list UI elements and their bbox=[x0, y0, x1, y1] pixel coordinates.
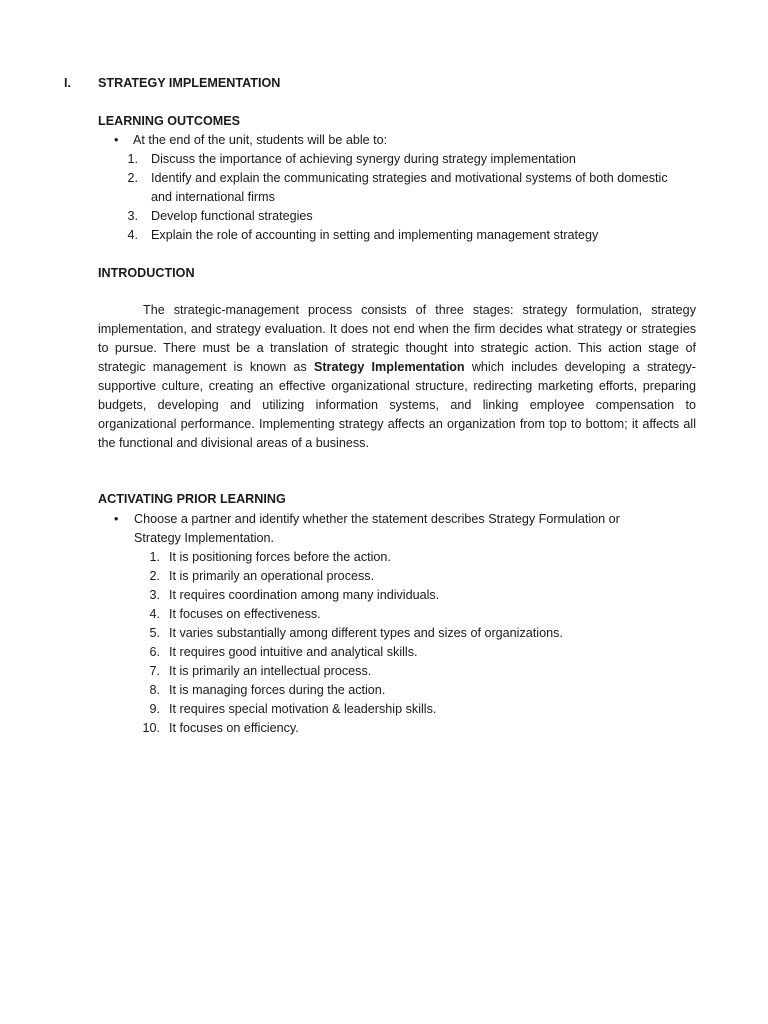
bullet-icon: • bbox=[114, 512, 119, 526]
activating-item: It is positioning forces before the action. bbox=[169, 550, 391, 564]
section-title: STRATEGY IMPLEMENTATION bbox=[98, 76, 281, 90]
section-number: I. bbox=[64, 76, 71, 90]
list-item-number: 6. bbox=[149, 645, 160, 659]
list-item-number: 8. bbox=[149, 683, 160, 697]
intro-text-bold: Strategy Implementation bbox=[313, 360, 465, 374]
learning-outcome-item: Identify and explain the communicating strategies and motivational systems of both domestic bbox=[151, 171, 668, 185]
activating-item: It is primarily an intellectual process. bbox=[169, 664, 372, 678]
introduction-heading: INTRODUCTION bbox=[98, 266, 195, 280]
activating-item: It is primarily an operational process. bbox=[169, 569, 375, 583]
activating-item: It requires special motivation & leadership skills. bbox=[169, 702, 437, 716]
learning-outcomes-lead: At the end of the unit, students will be able to: bbox=[133, 133, 388, 147]
list-item-number: 4. bbox=[149, 607, 160, 621]
activating-item: It is managing forces during the action. bbox=[169, 683, 386, 697]
list-item-number: 7. bbox=[149, 664, 160, 678]
learning-outcomes-heading: LEARNING OUTCOMES bbox=[98, 114, 241, 128]
activating-lead-line2: Strategy Implementation. bbox=[134, 531, 275, 545]
list-item-number: 3. bbox=[149, 588, 160, 602]
learning-outcome-item: and international firms bbox=[151, 190, 275, 204]
learning-outcome-item: Discuss the importance of achieving synergy during strategy implementation bbox=[151, 152, 576, 166]
list-item-number: 4. bbox=[127, 228, 138, 242]
activating-item: It requires good intuitive and analytical skills. bbox=[169, 645, 418, 659]
list-item-number: 1. bbox=[149, 550, 160, 564]
list-item-number: 10. bbox=[142, 721, 160, 735]
list-item-number: 3. bbox=[127, 209, 138, 223]
bullet-icon: • bbox=[114, 133, 119, 147]
activating-item: It focuses on efficiency. bbox=[169, 721, 299, 735]
list-item-number: 5. bbox=[149, 626, 160, 640]
activating-item: It varies substantially among different types and sizes of organizations. bbox=[169, 626, 563, 640]
list-item-number: 2. bbox=[149, 569, 160, 583]
list-item-number: 2. bbox=[127, 171, 138, 185]
learning-outcome-item: Explain the role of accounting in setting and implementing management strategy bbox=[151, 228, 599, 242]
list-item-number: 9. bbox=[149, 702, 160, 716]
learning-outcome-item: Develop functional strategies bbox=[151, 209, 313, 223]
intro-text-part2: which includes developing a strategy-supportive culture, creating an effective organizational structure, redirecting marketing efforts, preparing budgets, developing and utilizing information systems, and linking employee compensation to organizational performance. Implementing strategy affects an organization from top to bottom; it affects all the functional and divisional areas of a business. bbox=[98, 360, 696, 450]
list-item-number: 1. bbox=[127, 152, 138, 166]
activating-lead-line1: Choose a partner and identify whether the statement describes Strategy Formulation or bbox=[134, 512, 620, 526]
activating-item: It focuses on effectiveness. bbox=[169, 607, 321, 621]
activating-item: It requires coordination among many individuals. bbox=[169, 588, 440, 602]
introduction-paragraph bbox=[98, 301, 696, 453]
activating-heading: ACTIVATING PRIOR LEARNING bbox=[98, 492, 286, 506]
intro-text-part1: The strategic-management process consists of three stages: strategy formulation, strategy implementation, and strategy evaluation. It does not end when the firm decides what strategy or strategies to pursue. There must be a translation of strategic thought into strategic action. This action stage of strategic management is known as bbox=[98, 303, 696, 374]
